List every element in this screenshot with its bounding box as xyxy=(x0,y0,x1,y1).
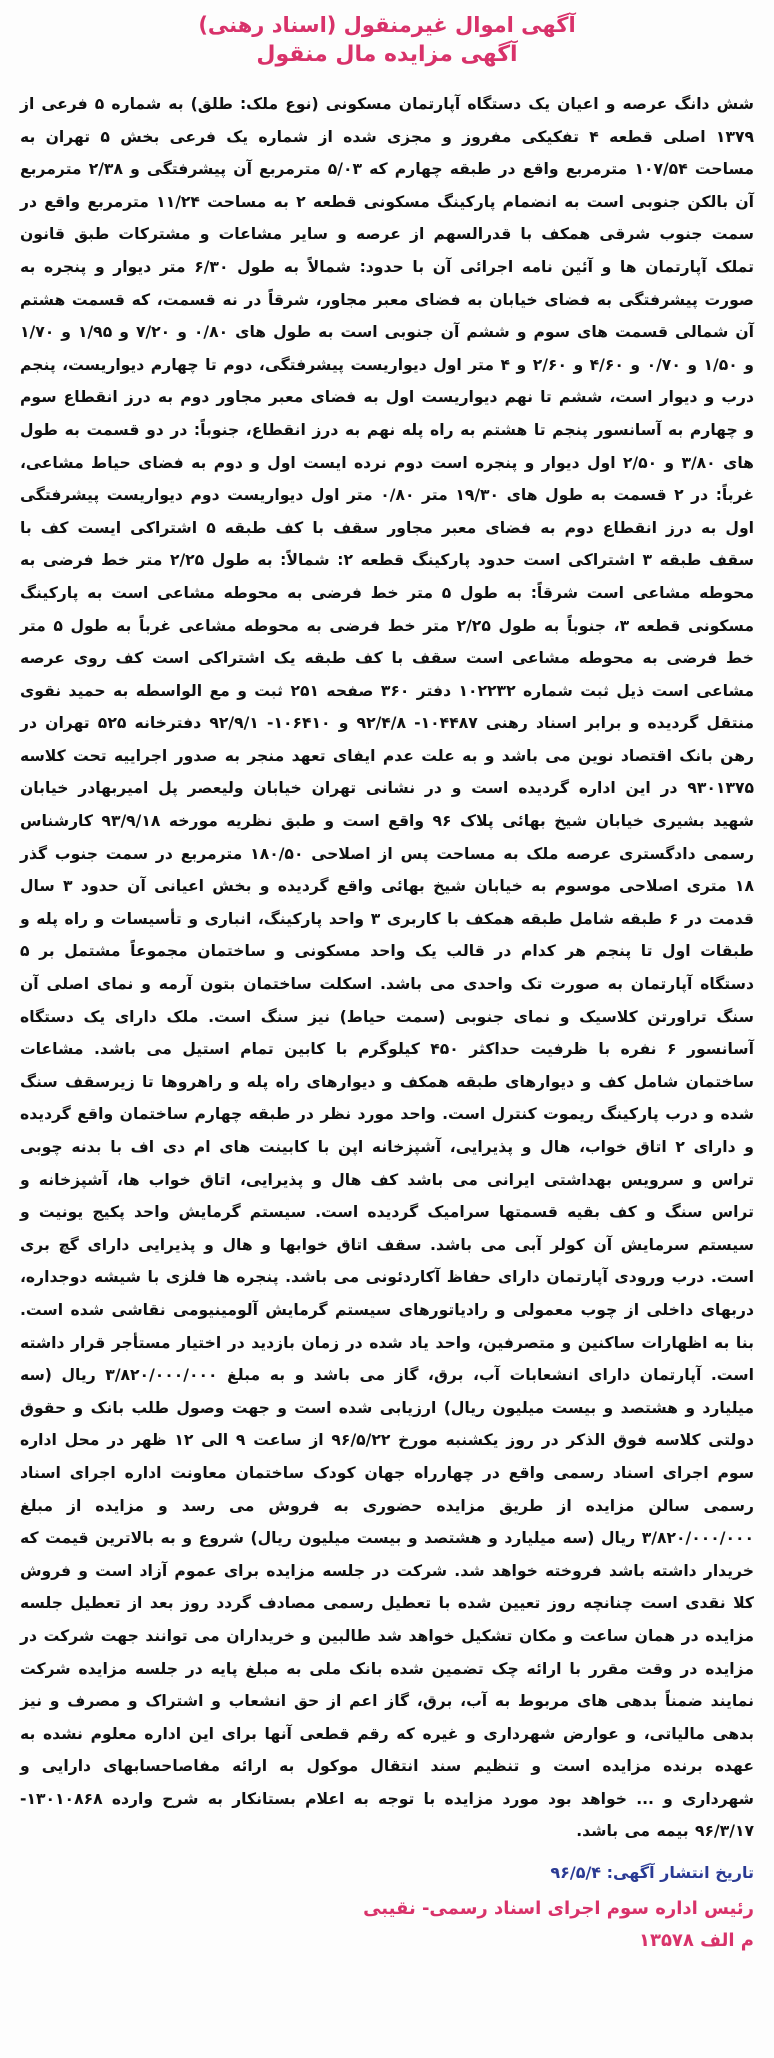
notice-code: م الف ۱۳۵۷۸ xyxy=(638,1930,754,1952)
publication-date: تاریخ انتشار آگهی: ۹۶/۵/۴ xyxy=(550,1863,754,1883)
notice-title: آگهی اموال غیرمنقول (اسناد رهنی) xyxy=(198,13,576,37)
notice-header xyxy=(20,10,754,70)
notice-subtitle: آگهی مزایده مال منقول xyxy=(256,42,518,67)
signer-line: رئیس اداره سوم اجرای اسناد رسمی- نقیبی xyxy=(363,1898,754,1920)
notice-body: شش دانگ عرصه و اعیان یک دستگاه آپارتمان مسکونی (نوع ملک: طلق) به شماره ۵ فرعی از ۱۳۷۹ اصلی قطعه ۴ تفکیکی مفروز و مجزی شده از شماره یک فرعی بخش ۵ تهران به مساحت ۱۰۷/۵۴ مترمربع واقع در طبقه چهارم که ۵/۰۳ مترمربع آن پیشرفتگی و ۲/۳۸ مترمربع آن بالکن جنوبی است به انضمام پارکینگ مسکونی قطعه ۲ به مساحت ۱۱/۲۴ مترمربع واقع در سمت جنوب شرقی همکف با قدرالسهم از عرصه و سایر مشاعات و مشترکات طبق قانون تملک آپارتمان ها و آئین نامه اجرائی آن با حدود: شمالاً به طول ۶/۳۰ متر دیوار و پنجره به صورت پیشرفتگی به فضای خیابان به فضای معبر مجاور، شرقاً در نه قسمت، که قسمت هشتم آن شمالی قسمت های سوم و ششم آن جنوبی است به طول های ۰/۸۰ و ۷/۲۰ و ۱/۹۵ و ۱/۷۰ و ۱/۵۰ و ۰/۷۰ و ۴/۶۰ و ۲/۶۰ و ۴ متر اول دیواریست پیشرفتگی، دوم تا چهارم دیواریست، پنجم درب و دیوار است، ششم تا نهم دیواریست اول به فضای معبر مجاور دوم به درز انقطاع سوم و چهارم به آسانسور پنجم تا هشتم به راه پله نهم به درز انقطاع، جنوباً: در دو قسمت به طول های ۳/۸۰ و ۲/۵۰ اول دیوار و پنجره است دوم نرده ایست اول و دوم به فضای حیاط مشاعی، غرباً: در ۲ قسمت به طول های ۱۹/۳۰ متر ۰/۸۰ متر اول دیواریست دوم دیواریست پیشرفتگی اول به درز انقطاع دوم به فضای معبر مجاور سقف با کف طبقه ۵ اشتراکی ایست کف با سقف طبقه ۳ اشتراکی است حدود پارکینگ قطعه ۲: شمالاً: به طول ۲/۲۵ متر خط فرضی به محوطه مشاعی است شرقاً: به طول ۵ متر خط فرضی به محوطه مشاعی است به پارکینگ مسکونی قطعه ۳، جنوباً به طول ۲/۲۵ متر خط فرضی به محوطه مشاعی غرباً به طول ۵ متر خط فرضی به محوطه مشاعی است سقف با کف طبقه یک اشتراکی است کف روی عرصه مشاعی است ذیل ثبت شماره ۱۰۲۲۳۲ دفتر ۳۶۰ صفحه ۲۵۱ ثبت و مع الواسطه به حمید نقوی منتقل گردیده و برابر اسناد رهنی ۱۰۴۴۸۷- ۹۲/۴/۸ و ۱۰۶۴۱۰- ۹۲/۹/۱ دفترخانه ۵۲۵ تهران در رهن بانک اقتصاد نوین می باشد و به علت عدم ایفای تعهد منجر به صدور اجراییه تحت کلاسه ۹۳۰۱۳۷۵ در این اداره گردیده است و در نشانی تهران خیابان ولیعصر پل امیربهادر خیابان شهید بشیری خیابان شیخ بهائی پلاک ۹۶ واقع است و طبق نظریه مورخه ۹۳/۹/۱۸ کارشناس رسمی دادگستری عرصه ملک به مساحت پس از اصلاحی ۱۸۰/۵۰ مترمربع در سمت جنوب گذر ۱۸ متری اصلاحی موسوم به خیابان شیخ بهائی واقع گردیده و بخش اعیانی آن حدود ۳ سال قدمت در ۶ طبقه شامل طبقه همکف با کاربری ۳ واحد پارکینگ، انباری و تأسیسات و راه پله و طبقات اول تا پنجم هر کدام در قالب یک واحد مسکونی و ساختمان مجموعاً مشتمل بر ۵ دستگاه آپارتمان به صورت تک واحدی می باشد. اسکلت ساختمان بتون آرمه و نمای اصلی آن سنگ تراورتن کلاسیک و نمای جنوبی (سمت حیاط) نیز سنگ است. ملک دارای یک دستگاه آسانسور ۶ نفره با ظرفیت حداکثر ۴۵۰ کیلوگرم با کابین تمام استیل می باشد. مشاعات ساختمان شامل کف و دیوارهای طبقه همکف و دیوارهای راه پله و راهروها تا زیرسقف سنگ شده و درب پارکینگ ریموت کنترل است. واحد مورد نظر در طبقه چهارم ساختمان واقع گردیده و دارای ۲ اتاق خواب، هال و پذیرایی، آشپزخانه اپن با کابینت های ام دی اف با بدنه چوبی تراس و سرویس بهداشتی ایرانی می باشد کف هال و پذیرایی، اتاق خواب ها، آشپزخانه و تراس سنگ و کف بقیه قسمتها سرامیک گردیده است. سیستم گرمایش واحد پکیج یونیت و سیستم سرمایش آن کولر آبی می باشد. سقف اتاق خوابها و هال و پذیرایی دارای گچ بری است. درب ورودی آپارتمان دارای حفاظ آکاردئونی می باشد. پنجره ها فلزی با شیشه دوجداره، دربهای داخلی از چوب معمولی و رادیاتورهای سیستم گرمایش آلومینیومی نقاشی شده است. بنا به اظهارات ساکنین و متصرفین، واحد یاد شده در زمان بازدید در اختیار مستأجر قرار داشته است. آپارتمان دارای انشعابات آب، برق، گاز می باشد و به مبلغ ۳/۸۲۰/۰۰۰/۰۰۰ ریال (سه میلیارد و هشتصد و بیست میلیون ریال) ارزیابی شده است و جهت وصول طلب بانک و حقوق دولتی کلاسه فوق الذکر در روز یکشنبه مورخ ۹۶/۵/۲۲ از ساعت ۹ الی ۱۲ ظهر در محل اداره سوم اجرای اسناد رسمی واقع در چهارراه جهان کودک ساختمان معاونت اداره اجرای اسناد رسمی سالن مزایده از طریق مزایده حضوری به فروش می رسد و مزایده از مبلغ ۳/۸۲۰/۰۰۰/۰۰۰ ریال (سه میلیارد و هشتصد و بیست میلیون ریال) شروع و به بالاترین قیمت که خریدار داشته باشد فروخته خواهد شد. شرکت در جلسه مزایده برای عموم آزاد است و فروش کلا نقدی است چنانچه روز تعیین شده با تعطیل رسمی مصادف گردد روز بعد از تعطیل جلسه مزایده در همان ساعت و مکان تشکیل خواهد شد طالبین و خریداران می توانند جهت شرکت در مزایده در وقت مقرر با ارائه چک تضمین شده بانک ملی به مبلغ پایه در جلسه مزایده شرکت نمایند ضمناً بدهی های مربوط به آب، برق، گاز اعم از حق انشعاب و اشتراک و مصرف و نیز بدهی مالیاتی، و عوارض شهرداری و غیره که رقم قطعی آنها برای این اداره معلوم نشده به عهده برنده مزایده است و تنظیم سند انتقال موکول به ارائه مفاصاحسابهای دارایی و شهرداری و ... خواهد بود مورد مزایده با توجه به اعلام بستانکار به شرح وارده ۱۳۰۱۰۸۶۸- ۹۶/۳/۱۷ بیمه می باشد. xyxy=(20,95,755,1841)
notice-footer xyxy=(20,1858,754,1956)
